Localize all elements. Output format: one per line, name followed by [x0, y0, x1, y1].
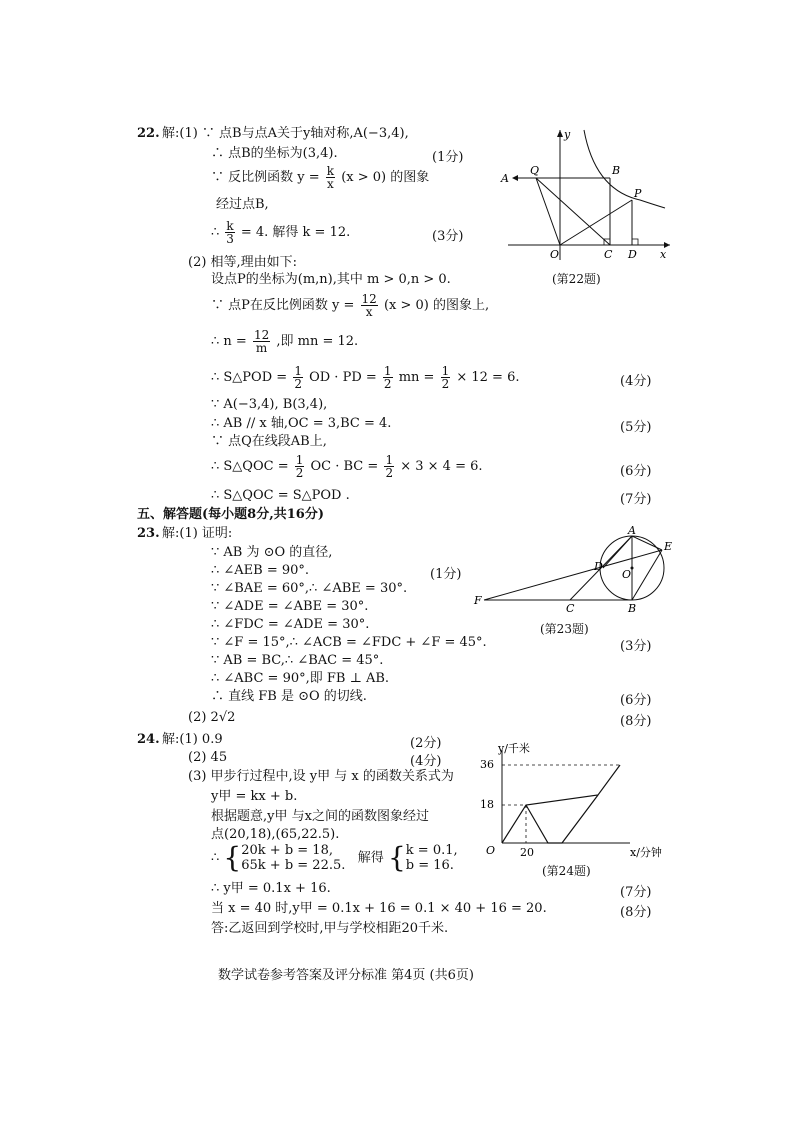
q24-line-5: 根据题意,y甲 与x之间的函数图象经过: [211, 809, 429, 824]
q22-score-6: (7分): [620, 492, 652, 507]
q23-line-6: ∴ ∠FDC = ∠ADE = 30°.: [211, 617, 370, 632]
frac-den: 3: [226, 232, 234, 246]
label-Q: Q: [530, 164, 540, 177]
q24-therefore: ∴: [211, 850, 220, 866]
x-axis-label: x/分钟: [630, 846, 662, 859]
q24-line-4: y甲 = kx + b.: [211, 789, 298, 804]
q22-line-14-frac-2: [384, 454, 394, 479]
frac-num: 1: [383, 364, 392, 378]
q22-line-8-b: (x > 0) 的图象上,: [383, 298, 490, 313]
label-C: C: [604, 248, 613, 261]
label-D: D: [594, 560, 603, 573]
q22-line-12: ∴ AB // x 轴,OC = 3,BC = 4.: [211, 416, 392, 431]
q24-solve-label: 解得: [357, 850, 384, 866]
q22-line-10-frac-2: [383, 365, 393, 390]
q22-line-5-frac: [225, 220, 234, 245]
q24-score-1: (2分): [410, 736, 442, 751]
q22-line-9-a: ∴ n =: [211, 334, 247, 349]
q22-score-2: (3分): [432, 229, 464, 244]
q22-line-6: (2) 相等,理由如下:: [188, 255, 298, 270]
q23-line-8: ∵ AB = BC,∴ ∠BAC = 45°.: [211, 653, 384, 668]
q23-line-2: ∵ AB 为 ⊙O 的直径,: [211, 545, 333, 560]
label-B: B: [628, 602, 637, 615]
res-2: b = 16.: [405, 858, 454, 873]
q22-line-14-a: ∴ S△QOC =: [211, 459, 289, 474]
q23-line-7: ∵ ∠F = 15°,∴ ∠ACB = ∠FDC + ∠F = 45°.: [211, 635, 487, 650]
q24-number: 24.: [137, 732, 160, 747]
eq-2: 65k + b = 22.5.: [241, 858, 346, 873]
q22-line-5: [211, 218, 350, 248]
q23-line-3: ∴ ∠AEB = 90°.: [211, 563, 310, 578]
tick-18: 18: [480, 798, 494, 811]
label-D: D: [628, 248, 637, 261]
q24-figure: [480, 740, 690, 880]
q24-line-9: 当 x = 40 时,y甲 = 0.1x + 16 = 0.1 × 40 + 16 = 20.: [211, 901, 547, 916]
q22-line-13: ∵ 点Q在线段AB上,: [211, 434, 327, 449]
frac-den: 2: [295, 466, 304, 480]
q23-score-1: (1分): [430, 567, 462, 582]
label-x: x: [660, 248, 667, 261]
q22-caption: (第22题): [552, 272, 601, 286]
q22-line-10: [211, 363, 520, 393]
q24-caption: (第24题): [542, 864, 591, 878]
label-y: y: [564, 128, 571, 141]
q22-score-4: (5分): [620, 420, 652, 435]
q23-score-3: (6分): [620, 693, 652, 708]
q23-score-4: (8分): [620, 714, 652, 729]
q22-line-11: ∵ A(−3,4), B(3,4),: [211, 397, 328, 412]
q22-line-10-a: ∴ S△POD =: [211, 370, 288, 385]
q22-line-10-c: mn =: [398, 370, 435, 385]
q22-line-2: ∴ 点B的坐标为(3,4).: [211, 146, 338, 161]
q22-line-3-frac: [326, 165, 335, 190]
q22-line-15: ∴ S△QOC = S△POD .: [211, 488, 350, 503]
q22-line-5-b: = 4. 解得 k = 12.: [240, 225, 351, 240]
frac-den: 2: [441, 377, 450, 391]
q23-line-11: (2) 2√2: [188, 710, 236, 725]
left-brace-1: {: [223, 841, 242, 874]
frac-num: 1: [385, 453, 394, 467]
q24-score-4: (8分): [620, 905, 652, 920]
frac-den: x: [327, 177, 334, 191]
q22-line-14-b: OC · BC =: [310, 459, 379, 474]
q24-line-2: (2) 45: [188, 750, 228, 765]
label-B: B: [612, 164, 621, 177]
hyperbola-curve: [584, 130, 665, 208]
frac-num: 1: [295, 453, 304, 467]
q24-score-3: (7分): [620, 885, 652, 900]
segment-QO: [536, 178, 560, 245]
q22-line-9-b: ,即 mn = 12.: [276, 334, 359, 349]
q22-figure: [500, 120, 680, 290]
q23-line-9: ∴ ∠ABC = 90°,即 FB ⊥ AB.: [211, 671, 390, 686]
tick-20: 20: [520, 846, 534, 859]
q22-line-3-b: (x > 0) 的图象: [341, 170, 430, 185]
q23-line-1: 解:(1) 证明:: [162, 526, 233, 541]
frac-num: k: [226, 219, 234, 233]
label-F: F: [474, 594, 482, 607]
frac-den: 2: [294, 377, 302, 391]
frac-num: 12: [253, 328, 270, 342]
frac-den: m: [255, 341, 268, 355]
label-E: E: [664, 540, 673, 553]
graph-yi: [526, 795, 598, 843]
page-footer: 数学试卷参考答案及评分标准 第4页 (共6页): [218, 968, 474, 983]
frac-den: 2: [383, 377, 392, 391]
frac-num: 12: [361, 292, 377, 306]
q24-line-7: [211, 843, 458, 873]
tick-36: 36: [480, 758, 494, 771]
q23-caption: (第23题): [540, 622, 589, 636]
q23-number: 23.: [137, 526, 160, 541]
q24-line-3: (3) 甲步行过程中,设 y甲 与 x 的函数关系式为: [188, 769, 454, 784]
q23-score-2: (3分): [620, 639, 652, 654]
frac-den: x: [365, 305, 373, 319]
q22-number: 22.: [137, 126, 160, 141]
q22-line-10-frac-1: [293, 365, 303, 390]
segment-FE: [484, 550, 662, 600]
segment-QC: [536, 178, 610, 245]
eq-1: 20k + b = 18,: [241, 843, 333, 858]
label-C: C: [566, 602, 575, 615]
origin-label: O: [486, 844, 496, 857]
q22-line-5-a: ∴: [211, 225, 220, 240]
q22-line-10-b: OD · PD =: [309, 370, 377, 385]
q22-line-10-frac-3: [441, 365, 451, 390]
q22-line-7: 设点P的坐标为(m,n),其中 m > 0,n > 0.: [211, 272, 451, 287]
q22-line-9-frac: [253, 329, 270, 354]
left-brace-2: {: [387, 841, 406, 874]
q22-line-3-a: ∵ 反比例函数 y =: [211, 170, 320, 185]
frac-num: 1: [294, 364, 302, 378]
q24-line-8: ∴ y甲 = 0.1x + 16.: [211, 881, 331, 896]
right-angle-D: [632, 239, 638, 245]
q22-line-1: 解:(1) ∵ 点B与点A关于y轴对称,A(−3,4),: [162, 126, 409, 141]
label-O: O: [550, 248, 560, 261]
q24-line-10: 答:乙返回到学校时,甲与学校相距20千米.: [211, 921, 449, 936]
label-A: A: [501, 172, 509, 185]
frac-den: 2: [385, 466, 394, 480]
q24-line-6: 点(20,18),(65,22.5).: [211, 827, 340, 842]
q23-line-10: ∴ 直线 FB 是 ⊙O 的切线.: [211, 689, 367, 704]
q22-score-1: (1分): [432, 150, 464, 165]
res-1: k = 0.1,: [405, 843, 458, 858]
q22-score-5: (6分): [620, 464, 652, 479]
q22-line-8-a: ∵ 点P在反比例函数 y =: [211, 298, 355, 313]
q22-line-8-frac: [361, 293, 378, 318]
q23-line-4: ∵ ∠BAE = 60°,∴ ∠ABE = 30°.: [211, 581, 408, 596]
frac-num: 1: [441, 364, 450, 378]
q22-line-10-d: × 12 = 6.: [456, 370, 520, 385]
q22-line-14-frac-1: [295, 454, 305, 479]
q24-system-1: [241, 843, 345, 873]
q22-score-3: (4分): [620, 374, 652, 389]
section-5-heading: 五、解答题(每小题8分,共16分): [137, 507, 324, 522]
q22-line-4: 经过点B,: [216, 197, 269, 212]
graph-jia: [502, 765, 620, 843]
q23-figure: [470, 526, 680, 616]
label-P: P: [634, 187, 642, 200]
y-axis-label: y/千米: [498, 742, 530, 755]
frac-num: k: [326, 164, 335, 178]
q22-line-9: [211, 327, 358, 357]
q22-line-14: [211, 452, 483, 482]
q22-line-3: [211, 163, 429, 193]
q24-system-2: [406, 843, 458, 873]
segment-AE: [632, 536, 662, 550]
q24-score-2: (4分): [410, 754, 442, 769]
q22-line-14-c: × 3 × 4 = 6.: [400, 459, 483, 474]
q24-line-1: 解:(1) 0.9: [162, 732, 223, 747]
q22-line-8: [211, 291, 489, 321]
label-O: O: [622, 568, 632, 581]
arrow-A: [512, 175, 518, 181]
q23-line-5: ∵ ∠ADE = ∠ABE = 30°.: [211, 599, 369, 614]
label-A: A: [628, 526, 636, 537]
y-axis-arrow: [557, 130, 563, 137]
segment-OP: [560, 200, 632, 245]
